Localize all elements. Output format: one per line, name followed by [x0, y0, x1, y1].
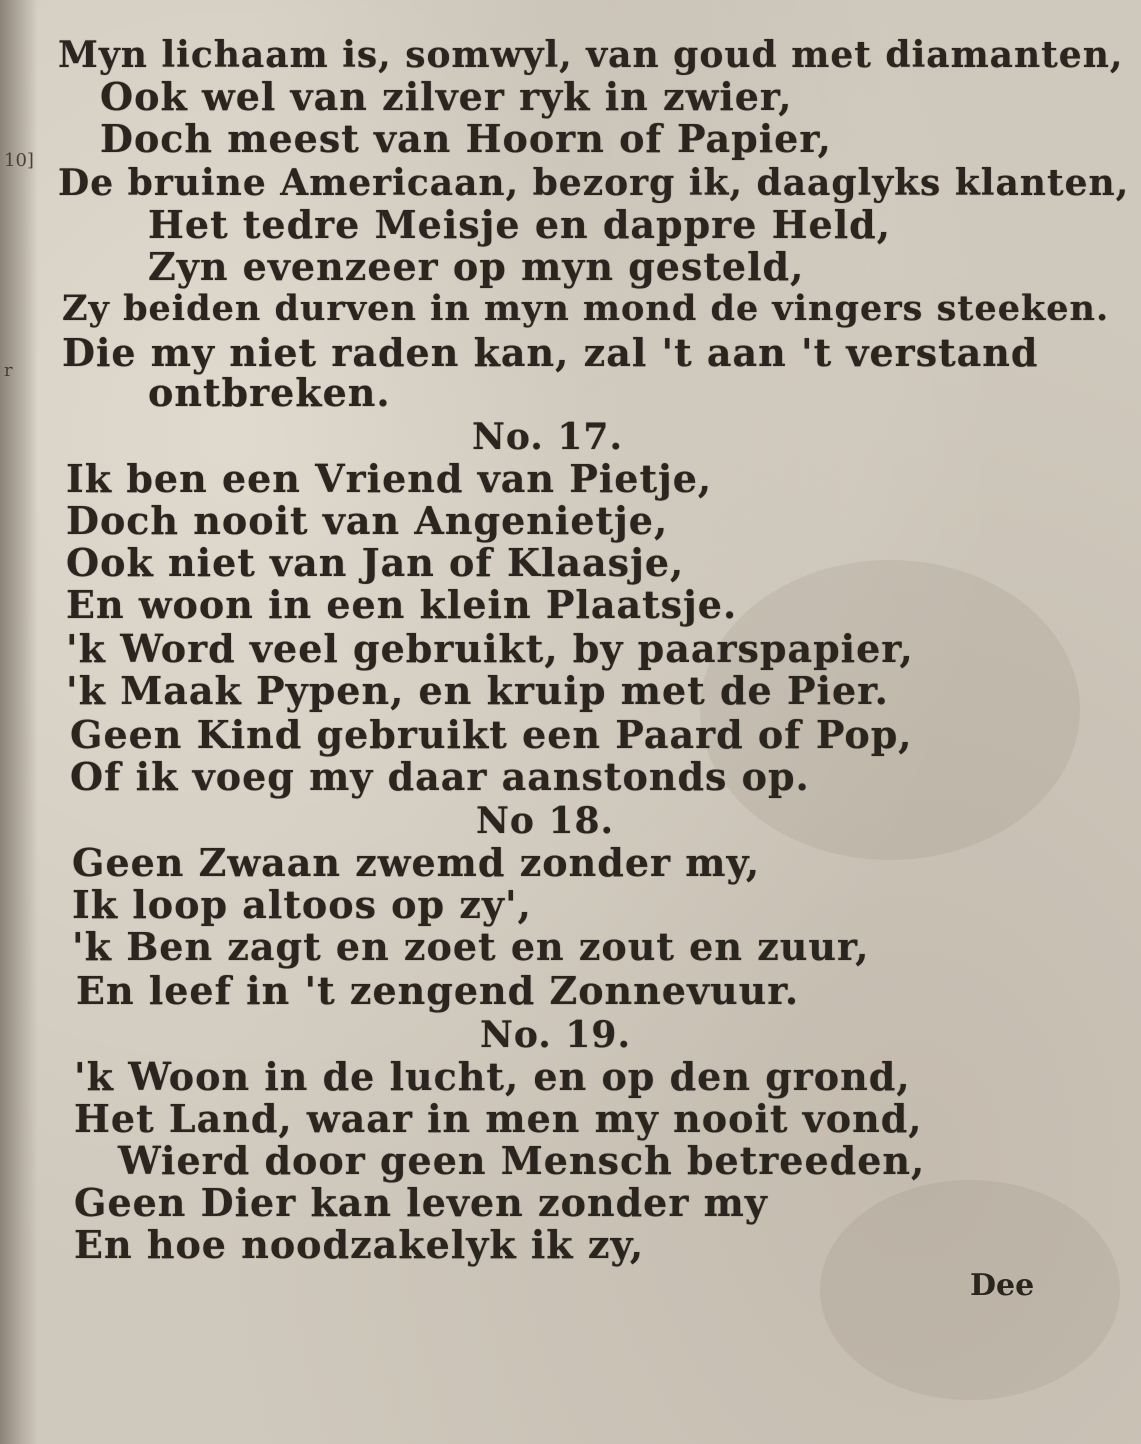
text-line: Of ik voeg my daar aanstonds op.: [70, 754, 810, 799]
text-line: 'k Word veel gebruikt, by paarspapier,: [66, 626, 914, 671]
text-line: Wierd door geen Mensch betreeden,: [118, 1138, 926, 1183]
riddle-number: No. 17.: [472, 416, 623, 458]
text-line: Doch nooit van Angenietje,: [66, 498, 669, 543]
text-line: 'k Ben zagt en zoet en zout en zuur,: [72, 924, 870, 969]
text-line: En leef in 't zengend Zonnevuur.: [76, 968, 800, 1013]
text-line: Ik ben een Vriend van Pietje,: [66, 456, 713, 501]
text-line: Ook wel van zilver ryk in zwier,: [100, 74, 793, 119]
text-line: Geen Zwaan zwemd zonder my,: [72, 840, 761, 885]
text-line: Geen Kind gebruikt een Paard of Pop,: [70, 712, 913, 757]
text-line: Doch meest van Hoorn of Papier,: [100, 116, 832, 161]
text-line: Die my niet raden kan, zal 't aan 't verstand: [62, 330, 1039, 375]
text-line: De bruine Americaan, bezorg ik, daaglyks klanten,: [58, 162, 1130, 204]
text-line: 'k Woon in de lucht, en op den grond,: [74, 1054, 911, 1099]
text-line: ontbreken.: [148, 370, 391, 415]
riddle-number: No. 19.: [480, 1014, 631, 1056]
text-line: Geen Dier kan leven zonder my: [74, 1180, 768, 1225]
text-line: Zyn evenzeer op myn gesteld,: [148, 244, 805, 289]
text-line: Myn lichaam is, somwyl, van goud met diamanten,: [58, 34, 1124, 76]
gutter-mark: 10]: [4, 150, 34, 171]
text-line: 'k Maak Pypen, en kruip met de Pier.: [66, 668, 889, 713]
text-line: En hoe noodzakelyk ik zy,: [74, 1222, 645, 1267]
text-line: Het tedre Meisje en dappre Held,: [148, 202, 891, 247]
gutter-mark: r: [4, 360, 13, 381]
text-line: Zy beiden durven in myn mond de vingers steeken.: [62, 288, 1110, 329]
riddle-number: No 18.: [476, 800, 615, 842]
catchword: Dee: [970, 1268, 1035, 1303]
text-line: En woon in een klein Plaatsje.: [66, 582, 738, 627]
text-line: Het Land, waar in men my nooit vond,: [74, 1096, 923, 1141]
text-line: Ook niet van Jan of Klaasje,: [66, 540, 685, 585]
text-line: Ik loop altoos op zy',: [72, 882, 532, 927]
